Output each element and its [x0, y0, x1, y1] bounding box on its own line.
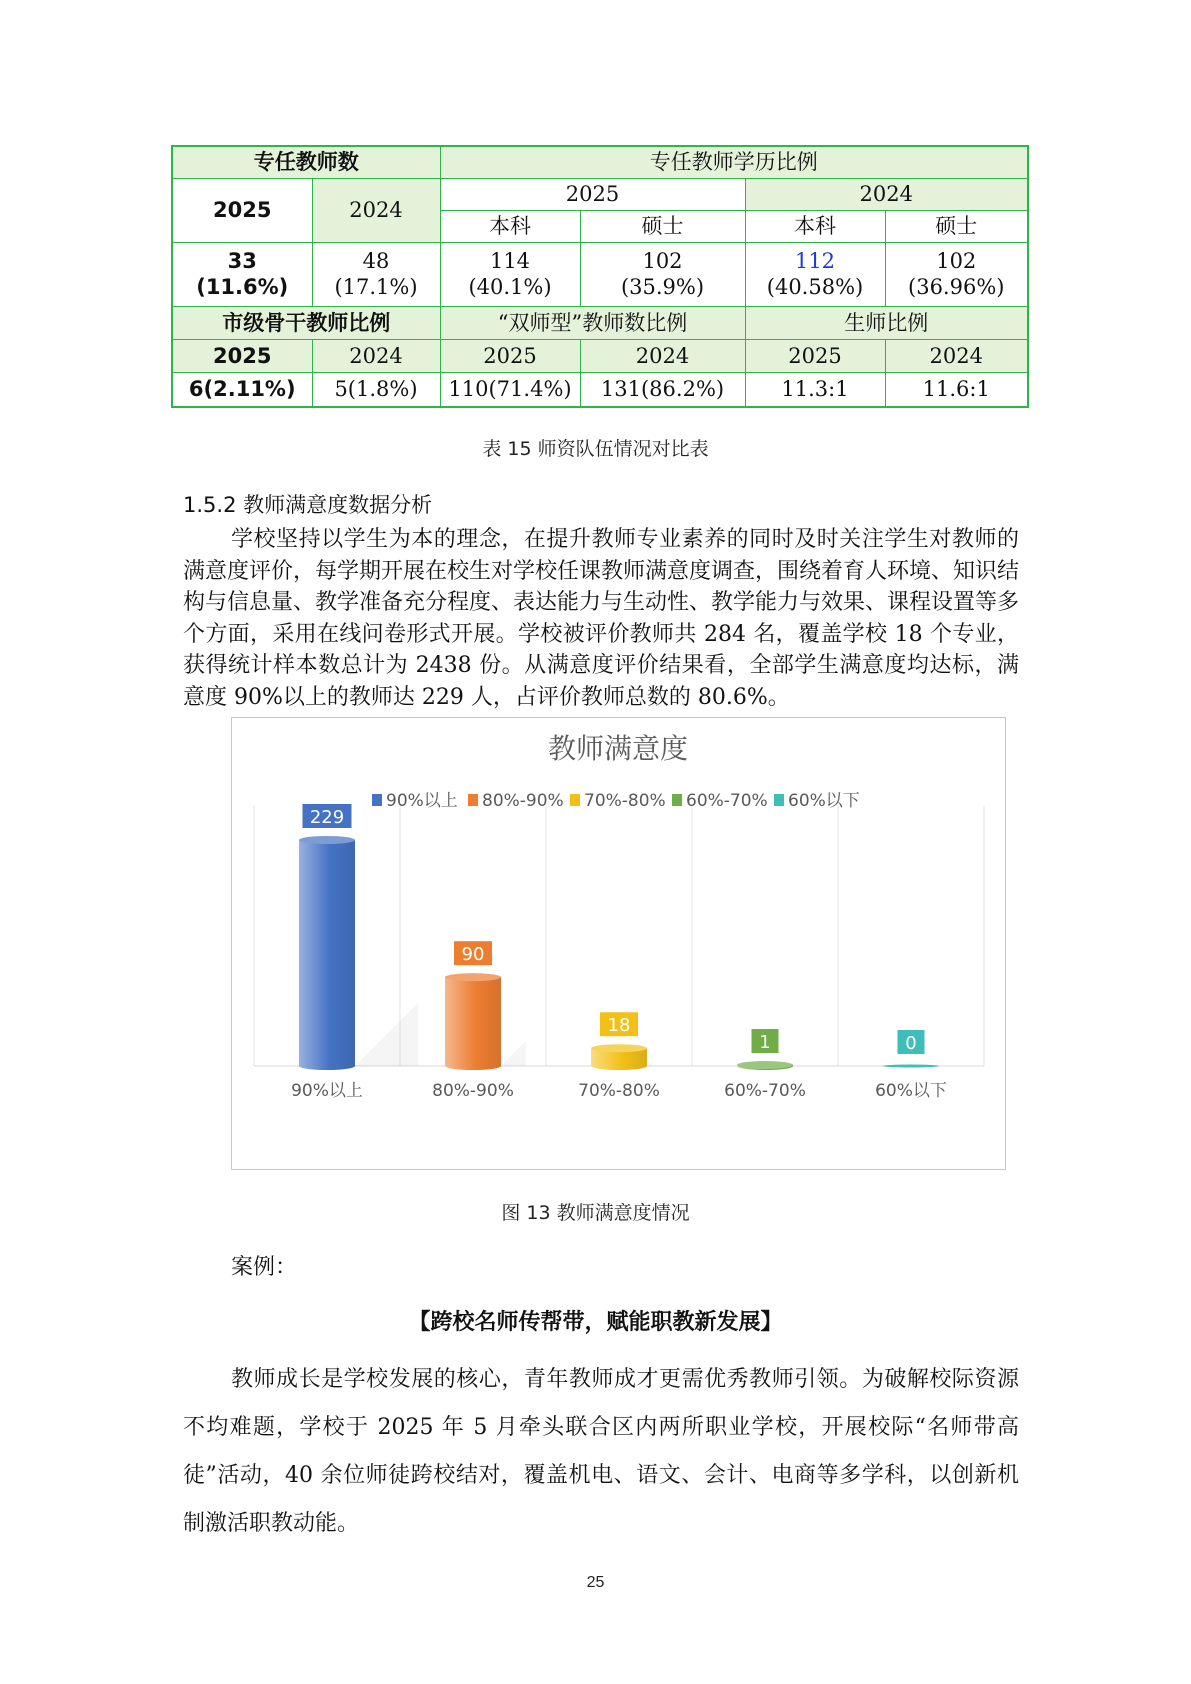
bar-4 [883, 1065, 939, 1068]
legend-swatch [570, 794, 580, 806]
bar-2 [591, 1044, 652, 1070]
cell-dual-2024: 131(86.2%) [580, 373, 745, 407]
x-tick-label: 60%以下 [875, 1081, 947, 1101]
page-number: 25 [586, 1574, 605, 1591]
header-year-2024: 2024 [312, 178, 440, 242]
chart-data-labels [303, 804, 925, 1054]
faculty-comparison-table [171, 145, 1029, 408]
cell-backbone-2025: 6(2.11%) [172, 373, 312, 407]
header-education-ratio: 专任教师学历比例 [440, 146, 1028, 178]
cell-percent: (35.9%) [620, 275, 705, 300]
data-label-text: 0 [905, 1033, 917, 1054]
header-backbone-2024: 2024 [312, 339, 440, 372]
cell-percent: (40.58%) [766, 275, 864, 300]
legend-item [774, 791, 860, 811]
header-dual-2024: 2024 [580, 339, 745, 372]
bar-shadow [501, 1041, 526, 1066]
cell-value: 114 [489, 249, 531, 274]
x-tick-label: 80%-90% [432, 1081, 514, 1101]
cell-teachers-2025 [172, 243, 312, 306]
cell-percent: (40.1%) [468, 275, 552, 300]
cell-percent: (36.96%) [908, 275, 1005, 300]
cell-backbone-2024: 5(1.8%) [312, 373, 440, 407]
legend-item [672, 791, 768, 811]
x-tick-label: 70%-80% [578, 1081, 660, 1101]
cell-value: 102 [642, 249, 683, 274]
cell-ratio-2025: 11.3:1 [745, 373, 885, 407]
x-tick-label: 60%-70% [724, 1081, 806, 1101]
header-year-2025: 2025 [172, 178, 312, 242]
bar-top [445, 973, 501, 981]
legend-swatch [672, 794, 682, 806]
cell-dual-2025: 110(71.4%) [440, 373, 580, 407]
cell-value: 48 [362, 249, 390, 274]
chart-legend [372, 791, 860, 811]
header-ratio-2025: 2025 [745, 339, 885, 372]
legend-item [468, 791, 564, 811]
bar-shadow [355, 1003, 418, 1066]
header-master-2024: 硕士 [885, 210, 1028, 242]
case-title: 【跨校名师传帮带，赋能职教新发展】 [408, 1309, 783, 1335]
cell-percent: (17.1%) [334, 275, 418, 300]
data-label-text: 229 [309, 807, 345, 828]
data-label-text: 1 [759, 1032, 771, 1054]
cell-value: 102 [936, 249, 977, 274]
header-dual-teacher-ratio: “双师型”教师数比例 [440, 306, 745, 339]
legend-swatch [468, 794, 478, 806]
cell-bachelor-2024 [745, 243, 885, 306]
bar-body [445, 977, 501, 1070]
legend-label: 60%-70% [686, 791, 768, 811]
chart-x-axis [291, 1081, 947, 1101]
data-label-text: 18 [607, 1015, 631, 1037]
legend-swatch [372, 794, 382, 806]
figure-caption: 图 13 教师满意度情况 [501, 1202, 690, 1224]
cell-master-2024 [885, 243, 1028, 306]
chart-title: 教师满意度 [547, 732, 689, 765]
bar-top [737, 1061, 793, 1069]
legend-label: 70%-80% [584, 791, 666, 811]
header-backbone-2025: 2025 [172, 339, 312, 372]
data-label [752, 1029, 779, 1053]
legend-item [372, 791, 458, 811]
legend-label: 80%-90% [482, 791, 564, 811]
cell-ratio-2024: 11.6:1 [885, 373, 1028, 407]
header-edu-year-2024: 2024 [745, 178, 1028, 210]
bar-top [591, 1044, 647, 1052]
header-student-teacher-ratio: 生师比例 [745, 306, 1028, 339]
bar-body [299, 840, 355, 1070]
header-edu-year-2025: 2025 [440, 178, 745, 210]
cell-master-2025 [580, 243, 745, 306]
legend-item [570, 791, 666, 811]
body-paragraph: 学校坚持以学生为本的理念，在提升教师专业素养的同时及时关注学生对教师的满意度评价，每学期开展在校生对学校任课教师满意度调查，围绕着育人环境、知识结构与信息量、教学准备充分程度、表达能力与生动性、教学能力与效果、课程设置等多个方面，采用在线问卷形式开展。学校被评价教师共 284 名，覆盖学校 18 个专业，获得统计样本数总计为 2438 份。从满意度评价结果看，全部学生满意度均达标，满意度 90%以上的教师达 229 人，占评价教师总数的 80.6%。 [183, 527, 1020, 710]
case-label: 案例： [231, 1255, 298, 1280]
data-label [600, 1012, 638, 1036]
cell-teachers-2024 [312, 243, 440, 306]
legend-label: 60%以下 [788, 791, 860, 811]
header-fulltime-teachers: 专任教师数 [172, 146, 440, 178]
bar-top [299, 836, 355, 844]
x-tick-label: 90%以上 [291, 1081, 363, 1101]
legend-swatch [774, 794, 784, 806]
legend-label: 90%以上 [386, 791, 458, 811]
case-paragraph: 教师成长是学校发展的核心，青年教师成才更需优秀教师引领。为破解校际资源不均难题，学校于 2025 年 5 月牵头联合区内两所职业学校，开展校际“名师带高徒”活动，40 余位师徒跨校结对，覆盖机电、语文、会计、电商等多学科，以创新机制激活职教动能。 [183, 1367, 1019, 1536]
data-label [303, 804, 352, 828]
cell-percent: (11.6%) [196, 275, 289, 300]
bar-shadow [647, 1061, 652, 1066]
satisfaction-chart [231, 717, 1006, 1170]
section-heading: 1.5.2 教师满意度数据分析 [183, 493, 433, 517]
bar-3 [737, 1061, 793, 1070]
header-bachelor-2024: 本科 [745, 210, 885, 242]
chart-canvas [232, 718, 1005, 1169]
cell-value: 33 [227, 249, 257, 274]
data-label [898, 1030, 925, 1054]
header-dual-2025: 2025 [440, 339, 580, 372]
cell-value: 112 [794, 249, 836, 274]
header-backbone-ratio: 市级骨干教师比例 [172, 306, 440, 339]
cell-bachelor-2025 [440, 243, 580, 306]
header-ratio-2024: 2024 [885, 339, 1028, 372]
header-master-2025: 硕士 [580, 210, 745, 242]
bar-body [883, 1065, 939, 1068]
table-caption: 表 15 师资队伍情况对比表 [482, 438, 709, 460]
data-label [454, 941, 492, 965]
data-label-text: 90 [461, 944, 485, 966]
bar-1 [445, 973, 526, 1070]
header-bachelor-2025: 本科 [440, 210, 580, 242]
